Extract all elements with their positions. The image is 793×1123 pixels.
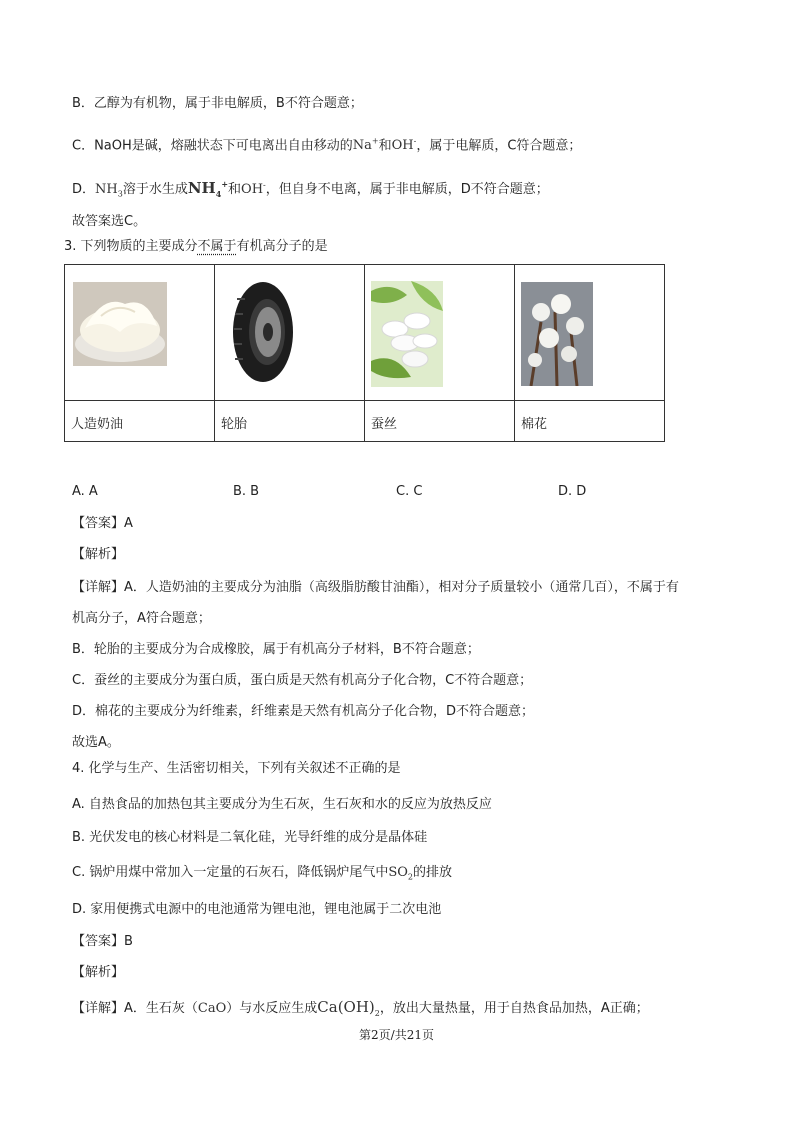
tire-icon [223,279,299,385]
formula-oh-ion: OH- [391,137,417,154]
emphasis-dots: 不属于 [197,239,237,254]
cell-silk-image [365,265,515,401]
formula-nh4-ion: $NH_4^+$ [187,179,229,199]
q3-conclusion: 故选A。 [72,735,120,750]
q4-option-b: B. 光伏发电的核心材料是二氧化硅，光导纤维的成分是晶体硅 [72,830,428,845]
cotton-icon [521,282,593,386]
q3-detail-line: B．轮胎的主要成分为合成橡胶，属于有机高分子材料，B不符合题意； [72,642,480,657]
q3-option-b: B. B [233,484,260,499]
option-b-explanation: B．乙醇为有机物，属于非电解质，B不符合题意； [72,96,363,111]
q4-analysis-heading: 【解析】 [72,965,125,980]
q4-answer: 【答案】B [72,934,133,949]
q3-option-d: D. D [558,484,587,499]
q3-detail-line: D．棉花的主要成分为纤维素，纤维素是天然有机高分子化合物，D不符合题意； [72,704,535,719]
q3-stem: 3. 下列物质的主要成分不属于有机高分子的是 [64,239,328,254]
formula-so2: $SO_2$ [388,865,414,882]
option-d-explanation: D．$NH_3$溶于水生成$NH_4^+$和OH-，但自身不电离，属于非电解质，D不符合题意； [72,179,549,199]
q4-option-c: C. 锅炉用煤中常加入一定量的石灰石，降低锅炉尾气中$SO_2$的排放 [72,865,453,882]
cell-cotton-image [515,265,665,401]
label-cell [515,401,665,442]
label-cotton: 棉花 [521,417,548,432]
formula-oh-ion: OH- [241,180,266,197]
q3-detail-line: 机高分子，A符合题意； [72,611,211,626]
q4-detail-line: 【详解】A．生石灰（CaO）与水反应生成$Ca(OH)_2$，放出大量热量，用于自热食品加热，A正确； [72,998,649,1018]
cell-butter-image [65,265,215,401]
label-cell [365,401,515,442]
q4-option-d: D. 家用便携式电源中的电池通常为锂电池，锂电池属于二次电池 [72,902,442,917]
cell-tire-image [215,265,365,401]
q4-option-a: A. 自热食品的加热包其主要成分为生石灰，生石灰和水的反应为放热反应 [72,797,492,812]
formula-caoh2: $Ca(OH)_2$ [317,998,380,1018]
butter-icon [73,282,167,366]
q2-conclusion: 故答案选C。 [72,214,147,229]
formula-cao: CaO [197,1001,227,1016]
label-butter: 人造奶油 [71,417,124,432]
q3-detail-line: C．蚕丝的主要成分为蛋白质，蛋白质是天然有机高分子化合物，C不符合题意； [72,673,533,688]
silk-cocoon-icon [371,281,443,387]
label-silk: 蚕丝 [371,417,398,432]
formula-nh3: $NH_3$ [95,182,123,199]
label-cell [215,401,365,442]
q3-answer: 【答案】A [72,516,133,531]
page-footer: 第2页/共21页 [359,1028,434,1042]
q3-option-c: C. C [396,484,423,499]
label-cell [65,401,215,442]
q4-stem: 4. 化学与生产、生活密切相关，下列有关叙述不正确的是 [72,761,401,776]
option-c-explanation: C．NaOH是碱，熔融状态下可电离出自由移动的Na+和OH-，属于电解质，C符合题意； [72,137,582,154]
formula-na-ion: Na+ [352,137,379,154]
q3-detail-line: 【详解】A．人造奶油的主要成分为油脂（高级脂肪酸甘油酯），相对分子质量较小（通常几百），不属于有 [72,580,679,595]
label-tire: 轮胎 [221,417,248,432]
q3-option-a: A. A [72,484,98,499]
q3-image-table [64,264,665,442]
q3-analysis-heading: 【解析】 [72,547,125,562]
